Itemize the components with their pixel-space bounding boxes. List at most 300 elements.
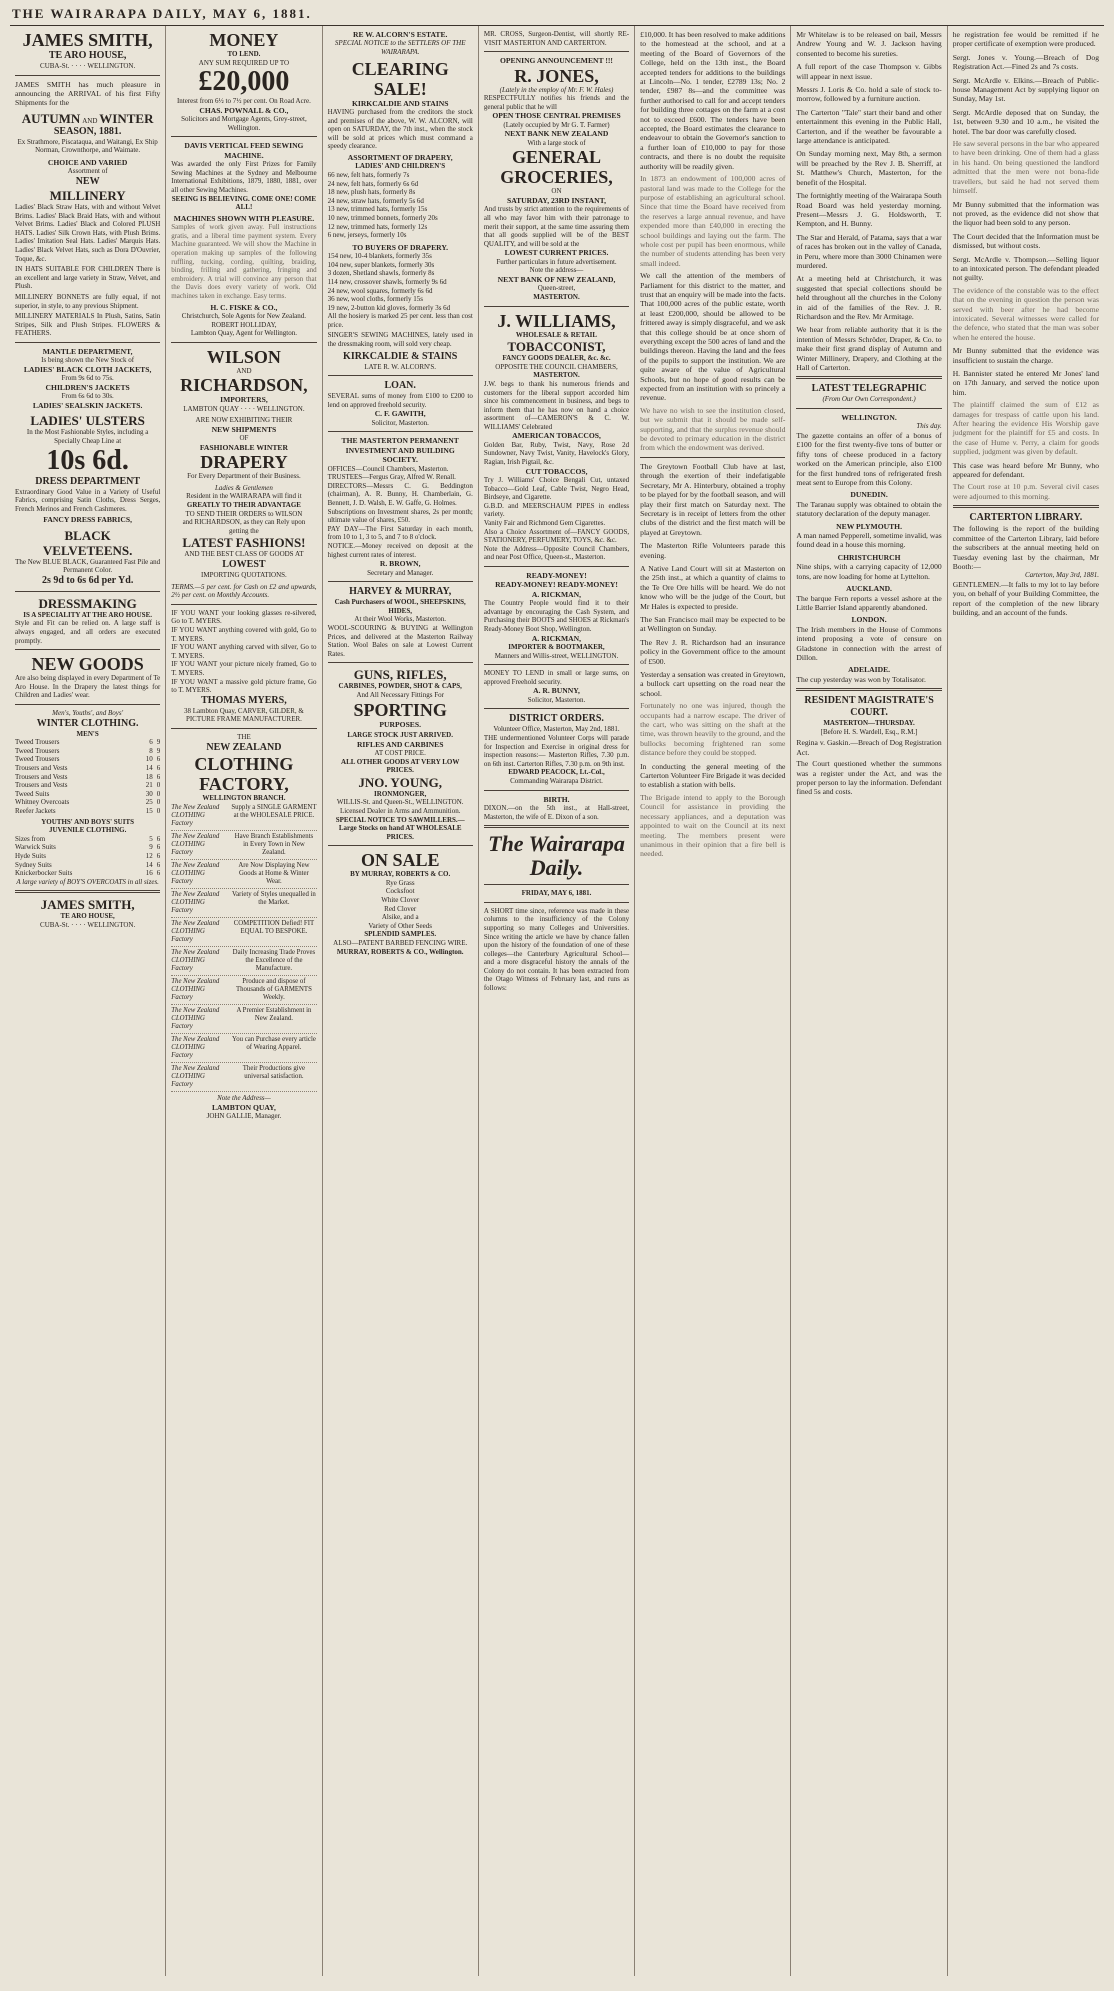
price-pence: 9 xyxy=(156,746,161,755)
col5-footer: In conducting the general meeting of the Carterton Volunteer Fire Brigade it was decided to establish a station with bells. xyxy=(640,761,786,790)
column-4 xyxy=(479,26,635,1976)
of-label: OF xyxy=(239,434,249,443)
saturday-label: SATURDAY, 23RD INSTANT, xyxy=(506,195,606,205)
guns-heading: GUNS, RIFLES, xyxy=(353,667,447,683)
millinery-heading: MILLINERY xyxy=(49,188,126,203)
price-shillings: 9 xyxy=(149,843,153,852)
myers-line: IF YOU WANT your picture nicely framed, Go to T. MYERS. xyxy=(171,660,317,677)
fiske-name: H. C. FISKE & CO., xyxy=(210,302,278,312)
price-shillings: 25 xyxy=(145,798,153,807)
col7-filler-b: The evidence of the constable was to the effect that on the evening in question the person was served with beer after he had become intoxicated. Several witnesses were called for the defence, who stated that the man was sober when he entered the house. xyxy=(952,285,1099,342)
district-heading: DISTRICT ORDERS. xyxy=(509,713,604,725)
christchurch-heading: CHRISTCHURCH xyxy=(837,552,901,562)
seed-item: Cocksfoot xyxy=(385,887,415,896)
article-filler-c: Fortunately no one was injured, though the occupants had a narrow escape. The driver of the cart, who was sitting on the shaft at the time, was thrown heavily to the ground, and the bullocks becoming frightened ran some distance before they could be stopped. xyxy=(640,701,786,758)
millinery-materials: MILLINERY MATERIALS In Plush, Satins, Satin Stripes, Silk and Plush Stripes. FLOWERS & FEATHERS. xyxy=(15,312,161,338)
price-pence: 0 xyxy=(156,798,161,807)
ready-money-2: READY-MONEY! READY-MONEY! xyxy=(495,580,618,590)
price-pence: 6 xyxy=(156,869,161,878)
sf-mail-text: The San Francisco mail may be expected to be at Wellington on Sunday. xyxy=(640,614,786,634)
williams-name: J. WILLIAMS, xyxy=(497,310,616,331)
williams-text: J.W. begs to thank his numerous friends and customers for the liberal support accorded him since his commencement in business, and begs to inform them that he has now on hand a choice assortment of—CAMERON'S & C. W. WILLIAMS' Celebrated xyxy=(483,379,630,431)
clothing-row-label: The New Zealand CLOTHING Factory xyxy=(171,862,220,886)
any-sum: ANY SUM REQUIRED UP TO xyxy=(198,58,290,67)
dressmaking-sub: IS A SPECIALITY AT THE ARO HOUSE. xyxy=(23,610,152,619)
drapery-heading: DRAPERY xyxy=(200,452,288,473)
choice-heading: CHOICE AND VARIED xyxy=(47,158,128,167)
clothing-row-label: The New Zealand CLOTHING Factory xyxy=(171,1007,220,1031)
rickman-sub: IMPORTER & BOOTMAKER, xyxy=(508,643,605,651)
murray-footer: MURRAY, ROBERTS & CO., Wellington. xyxy=(336,947,464,956)
millinery-bonnets: MILLINERY BONNETS are fully equal, if not superior, in style, to any previous Shipment. xyxy=(15,292,161,310)
resident-text: Resident in the WAIRARAPA will find it xyxy=(186,492,302,501)
mens-price-row xyxy=(15,798,160,807)
price-pence: 6 xyxy=(156,843,161,852)
davis-heading: DAVIS VERTICAL FEED SEWING MACHINE. xyxy=(184,141,304,160)
article-text-c: The Greytown Football Club have at last, through the exertion of their indefatigable Secretary, Mr A. Hinterbury, obtained a trophy to be played for by the football season, and will play their first match on Saturday next. The Secretary is in receipt of letters from the other clubs of the district and the first match will be played at Greytown. xyxy=(640,461,786,537)
price-pence: 6 xyxy=(156,755,161,764)
rifles-note: The Masterton Rifle Volunteers parade this evening. xyxy=(640,541,786,560)
mens-price-row xyxy=(15,807,160,816)
ulsters-sub: In the Most Fashionable Styles, including a Specially Cheap Line at xyxy=(26,428,149,445)
manager-label: JOHN GALLIE, Manager. xyxy=(206,1112,282,1121)
hat-item: 6 new, jerseys, formerly 10s xyxy=(327,231,407,240)
juvenile-price-row xyxy=(15,869,160,878)
firm-name: CHAS. POWNALL & CO., xyxy=(199,105,289,115)
col7-text-j: This case was heard before Mr Bunny, who appeared for defendant. xyxy=(952,460,1099,480)
auckland-heading: AUCKLAND. xyxy=(846,584,892,594)
price-shillings: 21 xyxy=(145,781,153,790)
myers-sub: 38 Lambton Quay, CARVER, GILDER, & PICTURE FRAME MANUFACTURER. xyxy=(183,706,304,724)
gbd-text: G.B.D. and MEERSCHAUM PIPES in endless variety. xyxy=(483,501,630,519)
hat-item: 66 new, felt hats, formerly 7s xyxy=(327,170,410,179)
assortment-heading: ASSORTMENT OF DRAPERY, xyxy=(347,152,453,162)
wilson-heading: WILSON xyxy=(206,346,281,367)
winter-clothing-heading: WINTER CLOTHING. xyxy=(36,717,139,729)
col7-text-g: Sergt. McArdle v. Thompson.—Selling liquor to an intoxicated person. The defendant pleaded not guilty. xyxy=(952,254,1099,283)
getting-label: getting the xyxy=(229,526,259,535)
mens-price-row xyxy=(15,738,160,747)
send-orders: TO SEND THEIR ORDERS to WILSON xyxy=(185,509,303,518)
sporting-heading: SPORTING xyxy=(353,699,447,720)
hat-item: 24 new, straw hats, formerly 5s 6d xyxy=(327,196,424,205)
col7-text-i: H. Bannister stated he entered Mr Jones' land on 17th January, and served the notice upon him. xyxy=(952,369,1099,397)
column-1 xyxy=(10,26,166,1976)
new-plymouth-heading: NEW PLYMOUTH. xyxy=(836,521,902,531)
masterton-thursday: MASTERTON—THURSDAY. xyxy=(823,719,915,728)
agents-text: Note the Address—Opposite Council Chambers, and near Post Office, Queen-st., Masterton. xyxy=(483,544,630,562)
loan-text: SEVERAL sums of money from £100 to £200 to lend on approved freehold security. xyxy=(327,392,473,409)
this-day: This day. xyxy=(916,422,942,431)
machines-heading: MACHINES SHOWN WITH PLEASURE. xyxy=(173,213,315,223)
nz-label: NEW ZEALAND xyxy=(206,741,282,753)
drapery-item: 3 dozen, Shetland shawls, formerly 8s xyxy=(327,269,435,278)
richardson-text: The Rev J. R. Richardson had an insurance policy in the Government office to the amount of £500. xyxy=(640,637,786,666)
money-heading: MONEY xyxy=(209,30,279,50)
lately-text: (Lately occupied by Mr G. T. Farmer) xyxy=(503,120,610,129)
library-sign: Carterton, May 3rd, 1881. xyxy=(1024,571,1099,580)
myers-line: IF YOU WANT your looking glasses re-silvered, Go to T. MYERS. xyxy=(171,608,317,626)
editorial-text: A SHORT time since, reference was made in these columns to the insufficiency of the Colony supporting so many Colleges and Universities. Since writing the article we have by chance fallen upon the history of the foundation of one of these colleges—the Canterbury Agricultural School—and a more disgraceful history the annals of the Colony do not contain. It has been extracted from the Otago Witness of February last, and runs as follows: xyxy=(483,906,630,993)
court-b: The Court questioned whether the summons was a register under the Act, and was the proper person to lay the information. Defendant fined 5s and costs. xyxy=(796,759,942,797)
drapery-item: 114 new, crossover shawls, formerly 9s 6d xyxy=(327,277,447,286)
address-footer: LAMBTON QUAY, xyxy=(211,1102,276,1112)
velveteens-heading: VELVETEENS. xyxy=(42,542,133,558)
accident-text: Yesterday a sensation was created in Greytown, a bullock cart upsetting on the road near the school. xyxy=(640,670,786,698)
price-item: Warwick Suits xyxy=(15,843,56,852)
advert-name: JAMES SMITH, xyxy=(22,30,153,50)
col7-filler-c: The plaintiff claimed the sum of £12 as damages for trespass of cattle upon his land. After hearing the evidence His Worship gave judgment for the plaintiff for £5 and costs. In the case of Hume v. Perry, a claim for goods supplied, judgment was given by default. xyxy=(952,400,1099,457)
juvenile-price-list xyxy=(15,835,160,878)
ladies-children: LADIES' AND CHILDREN'S xyxy=(355,162,446,171)
wool-text: WOOL-SCOURING & BUYING at Wellington Prices, and delivered at the Masterton Railway Station. Wool Bales on sale at Lowest Current Rates. xyxy=(327,623,473,658)
masthead-title: THE WAIRARAPA DAILY, MAY 6, 1881. xyxy=(12,6,312,21)
jones-sub: (Lately in the employ of Mr. F. W. Hales) xyxy=(499,85,614,94)
overcoats-note: A large variety of BOY'S OVERCOATS in all sizes. xyxy=(16,877,159,886)
hat-item: 10 new, trimmed bonnets, formerly 20s xyxy=(327,213,438,222)
clothing-row xyxy=(171,918,316,947)
clothing-row-text: Variety of Styles unequalled in the Market. xyxy=(232,891,316,907)
country-text: The Country People would find it to their advantage by encouraging the Cash System, and Purchasing their BOOTS and SHOES at Rickman's Ready-Money Boot Shop, Wellington. xyxy=(483,599,630,633)
money-lend-text: MONEY TO LEND in small or large sums, on approved Freehold security. xyxy=(483,669,630,686)
also-text: Also a Choice Assortment of—FANCY GOODS, STATIONERY, PERFUMERY, TOYS, &c. &c. xyxy=(483,527,630,545)
mens-price-row xyxy=(15,755,160,764)
clothing-row xyxy=(171,947,316,976)
drapery-list xyxy=(328,252,473,312)
young-address: WILLIS-St. and Queen-St., WELLINGTON. xyxy=(336,798,464,807)
tel-g: The cup yesterday was won by Totalisator. xyxy=(796,674,926,684)
dressmaking-text: Style and Fit can be relied on. A large staff is always engaged, and all orders are executed promptly. xyxy=(15,619,161,645)
clothing-row-text: Have Branch Establishments in Every Town in New Zealand. xyxy=(234,833,314,857)
col7-filler-d: The Court rose at 10 p.m. Several civil cases were adjourned to this morning. xyxy=(952,482,1099,501)
peacock-sub: Commanding Wairarapa District. xyxy=(510,776,603,785)
seed-item: White Clover xyxy=(381,896,420,905)
harvey-street: At their Wool Works, Masterton. xyxy=(354,615,446,624)
further-text: Further particulars in future advertisement. xyxy=(496,257,617,266)
buyers-heading: TO BUYERS OF DRAPERY. xyxy=(352,242,449,252)
pay-day-text: PAY DAY—The First Saturday in each month, from 10 to 1, 3 to 5, and 7 to 8 o'clock. xyxy=(327,524,473,542)
col7-text-h: Mr Bunny submitted that the evidence was insufficient to sustain the charge. xyxy=(952,346,1099,365)
london-heading: LONDON. xyxy=(851,615,887,625)
clothing-row-text: COMPETITION Defied! FIT EQUAL TO BESPOKE. xyxy=(233,920,315,936)
before-label: [Before H. S. Wardell, Esq., R.M.] xyxy=(820,727,918,736)
paper-banner: The Wairarapa Daily. xyxy=(488,831,625,881)
hats-list xyxy=(328,171,473,240)
col7-text-a: he registration fee would be remitted if he proper certificate of exemption were produced. xyxy=(952,30,1099,49)
price-pence: 9 xyxy=(156,738,161,747)
juvenile-label: JUVENILE CLOTHING. xyxy=(48,826,127,835)
season-b: WINTER xyxy=(99,110,154,126)
col7-text-b: Sergt. Jones v. Young.—Breach of Dog Registration Act.—Fined 2s and 7s costs. xyxy=(952,52,1099,72)
col6-text-h: At a meeting held at Christchurch, it was suggested that special collections should be held throughout all the churches in the Colony in aid of the families of the Rev. J. R. Richardson and the Rev. Mr Armitage. xyxy=(796,274,942,321)
millinery-items: Ladies' Black Straw Hats, with and without Velvet Brims. Ladies' Black Braid Hats, with and without Velvet Brims. Ladies' Black and Colored PLUSH HATS. Ladies' Silk Crown Hats, with Plush Brims. Ladies' Imitation Seal Hats. Ladies' Marquis Hats. Ladies' Black Velvet Hats, such as Dora D'Ouvrier, Toque, &c. xyxy=(15,203,161,263)
myers-advert xyxy=(171,609,316,695)
price-pence: 6 xyxy=(156,772,161,781)
mens-price-row xyxy=(15,764,160,773)
price-item: Trousers and Vests xyxy=(15,781,68,790)
advert-address: CUBA-St. · · · · WELLINGTON. xyxy=(40,62,136,70)
masterton-label: MASTERTON. xyxy=(533,292,580,301)
opening-heading: OPENING ANNOUNCEMENT !!! xyxy=(500,56,613,66)
ships-list: Ex Strathmore, Piscataqua, and Waitangi, Ex Ship Norman, Crownthorpe, and Waimate. xyxy=(17,137,158,155)
singer-text: SINGER'S SEWING MACHINES, lately used in the dressmaking room, will sold very cheap. xyxy=(327,331,473,349)
clothing-row-label: The New Zealand CLOTHING Factory xyxy=(171,804,220,828)
col6-text-i: We hear from reliable authority that it is the intention of Messrs Schröder, Draper, & Co. to make their first grand display of Autumn and Winter Millinery, Drapery, and Clothing at the Hall of Carterton. xyxy=(796,325,942,372)
price-pence: 0 xyxy=(156,781,161,790)
purposes-label: PURPOSES. xyxy=(379,719,421,729)
tel-d: Nine ships, with a carrying capacity of 12,000 tons, are now loading for home at Lyttelton. xyxy=(796,562,942,581)
tobacconist-heading: TOBACCONIST, xyxy=(507,339,606,355)
clothing-row-text: Are Now Displaying New Goods at Home & Winter Wear. xyxy=(238,862,310,886)
money-notice: NOTICE.—Money received on deposit at the highest current rates of interest. xyxy=(327,542,473,559)
vanity-text: Vanity Fair and Richmond Gem Cigarettes. xyxy=(483,519,606,528)
fiske-lambton: Lambton Quay, Agent for Wellington. xyxy=(190,329,297,338)
col7-filler-a: He saw several persons in the bar who appeared to have been drinking. One of them had a glass in his hand. On being questioned the landlord admitted that the men were not bona-fide travellers, but said he had not served them himself. xyxy=(952,139,1099,196)
cut-heading: CUT TOBACCOS, xyxy=(525,466,588,476)
mantle-heading: MANTLE DEPARTMENT, xyxy=(42,346,133,356)
sealskin-heading: LADIES' SEALSKIN JACKETS. xyxy=(32,400,143,410)
article-text-b: We call the attention of the members of Parliament for this district to the matter, and trust that an enquiry will be made into the facts. That 100,000 acres of the public estate, worth at least £200,000, should be allowed to be frittered away is simply disgraceful, and we ask that this college should be at once shorn of everything except the 500 acres of land and the buildings thereon. Having the land and the fees of the pupils to support the institution. We are quite aware of the value of Agricultural Schools, but no hope of good results can be expected from an institution with so princely a revenue. xyxy=(640,271,786,403)
price-pence: 6 xyxy=(156,860,161,869)
and-richardson: and RICHARDSON, as they can Rely upon xyxy=(182,518,306,527)
mens-price-row xyxy=(15,773,160,782)
mens-price-list xyxy=(15,738,160,815)
drapery-item: 154 new, 10-4 blankets, formerly 35s xyxy=(327,252,432,261)
velveteens-text: The New BLUE BLACK, Guaranteed Fast Pile and Permanent Color. xyxy=(15,557,161,575)
jackets-price: From 9s 6d to 75s. xyxy=(61,374,114,383)
davis-text: Was awarded the only First Prizes for Family Sewing Machines at the Sydney and Melbourne International Exhibitions, 1879, 1880, 1881, over all other Sewing Machines. xyxy=(171,160,317,194)
thomas-myers: THOMAS MYERS, xyxy=(201,694,287,706)
terms-text: TERMS.—5 per cent. for Cash on £2 and upwards, 2½ per cent. on Monthly Accounts. xyxy=(171,582,317,600)
hat-item: 12 new, trimmed hats, formerly 12s xyxy=(327,222,428,231)
article-filler-a: In 1873 an endowment of 100,000 acres of pastoral land was made to the College for the purpose of establishing an agricultural school. Since that time the Board have received from the reserves a large annual revenue, and have expended more than £40,000 in erecting the school buildings and laying out the farm. The whole cost per pupil has been enormous, while the number of students attending has been very small indeed. xyxy=(640,174,786,268)
col7-text-e: Mr Bunny submitted that the information was not proved, as the evidence did not show that the liquor had been sold to any person. xyxy=(952,199,1099,228)
interest-text: Interest from 6½ to 7½ per cent. On Road Acre. xyxy=(176,97,311,106)
harvey-heading: HARVEY & MURRAY, xyxy=(349,586,452,598)
clothing-row-text: You can Purchase every article of Wearing Apparel. xyxy=(231,1036,316,1052)
clothing-row xyxy=(171,802,316,831)
carterton-heading: CARTERTON LIBRARY. xyxy=(969,512,1083,524)
young-sub: IRONMONGER, xyxy=(374,789,427,798)
dunedin-heading: DUNEDIN. xyxy=(850,490,888,500)
library-text-b: GENTLEMEN.—It falls to my lot to lay before you, on behalf of your Building Committee, the report of the completion of the new library building, and an account of the funds. xyxy=(952,579,1099,618)
footer-name: JAMES SMITH, xyxy=(40,897,135,913)
notice-sub: SPECIAL NOTICE to the SETTLERS OF THE WAIRARAPA. xyxy=(334,39,466,56)
jones-name: R. JONES, xyxy=(514,65,599,86)
drapery-item: 104 new, super blankets, formerly 30s xyxy=(327,260,435,269)
fancy-dealer: FANCY GOODS DEALER, &c. &c. xyxy=(502,354,611,363)
loan-amount: £20,000 xyxy=(198,66,290,98)
clothing-row-label: The New Zealand CLOTHING Factory xyxy=(171,1036,220,1060)
new-goods-text: Are also being displayed in every Department of Te Aro House. In the Drapery the latest things for Children and Ladies' wear. xyxy=(15,674,161,700)
firm-sub: Solicitors and Mortgage Agents, Grey-street, Wellington. xyxy=(181,115,307,132)
season-a: AUTUMN xyxy=(21,110,81,126)
american-heading: AMERICAN TOBACCOS, xyxy=(512,431,601,441)
column-3 xyxy=(323,26,479,1976)
price-item: Tweed Trousers xyxy=(15,738,60,747)
clothing-row-label: The New Zealand CLOTHING Factory xyxy=(171,949,220,973)
ulsters-heading: LADIES' ULSTERS xyxy=(30,413,145,429)
subscriptions-text: Subscriptions on Investment shares, 2s per month; ultimate value of shares, £50. xyxy=(327,507,473,525)
season-year: SEASON, 1881. xyxy=(53,125,122,137)
ulsters-price: 10s 6d. xyxy=(46,444,129,476)
column-7 xyxy=(948,26,1104,1976)
clothing-row xyxy=(171,976,316,1005)
price-shillings: 15 xyxy=(145,806,153,815)
children-jackets: CHILDREN'S JACKETS xyxy=(45,382,130,392)
masthead xyxy=(10,6,1104,26)
best-class: AND THE BEST CLASS OF GOODS AT xyxy=(184,550,304,559)
hat-item: 13 new, trimmed hats, formerly 15s xyxy=(327,205,428,214)
every-dept: For Every Department of their Business. xyxy=(187,472,301,481)
clearing-sale: CLEARING SALE! xyxy=(351,58,449,99)
juvenile-price-row xyxy=(15,835,160,844)
clothing-row xyxy=(171,1063,316,1092)
price-item: Trousers and Vests xyxy=(15,764,68,772)
hats-children: IN HATS SUITABLE FOR CHILDREN There is an excellent and large variety in Straw, Velvet, and Plush. xyxy=(15,265,161,291)
clothing-row-text: Produce and dispose of Thousands of GARMENTS Weekly. xyxy=(235,978,312,1002)
col7-text-f: The Court decided that the Information must be dismissed, but without costs. xyxy=(952,231,1099,251)
lowest-prices: LOWEST CURRENT PRICES. xyxy=(504,248,609,258)
column-5 xyxy=(635,26,791,1976)
kirkcaldie-heading: KIRKCALDIE AND STAINS xyxy=(351,98,449,108)
seeing-text: SEEING IS BELIEVING. COME ONE! COME ALL! xyxy=(171,194,317,212)
young-name: JNO. YOUNG, xyxy=(358,774,443,790)
column-6 xyxy=(791,26,947,1976)
with-stock: With a large stock of xyxy=(527,138,586,147)
notice-head: RE W. ALCORN'S ESTATE. xyxy=(352,30,448,39)
bunny-sub: Solicitor, Masterton. xyxy=(527,695,586,704)
trustees-text: TRUSTEES—Fergus Gray, Alfred W. Renall. xyxy=(327,473,456,482)
clothing-row-text: A Premier Establishment in New Zealand. xyxy=(236,1007,312,1023)
juvenile-price-row xyxy=(15,852,160,861)
rickman-address: Manners and Willis-street, WELLINGTON. xyxy=(494,651,619,660)
resident-heading: RESIDENT MAGISTRATE'S COURT. xyxy=(804,695,934,719)
note-label: Note the address— xyxy=(529,266,584,275)
clothing-row-label: The New Zealand CLOTHING Factory xyxy=(171,1065,220,1089)
clothing-row-label: The New Zealand CLOTHING Factory xyxy=(171,920,220,944)
offices-text: OFFICES—Council Chambers, Masterton. xyxy=(327,464,449,473)
myers-line: IF YOU WANT a massive gold picture frame, Go to T. MYERS. xyxy=(171,677,317,695)
season-and: AND xyxy=(82,116,98,125)
clothing-row-text: Daily Increasing Trade Proves the Excellence of the Manufacture. xyxy=(232,949,316,973)
new-shipments: NEW SHIPMENTS xyxy=(211,424,277,434)
article-filler-d: The Brigade intend to apply to the Borough Council for assistance in providing the necessary appliances, and a deputation was appointed to wait on the Council at its next meeting. The members present were unanimous in their opinion that a fire bell is needed. xyxy=(640,792,786,859)
col7-text-d: Sergt. McArdle deposed that on Sunday, the 1st, between 9.30 and 10 a.m., he visited the hotel. The bar door was carefully closed. xyxy=(952,107,1099,136)
drapery-item: 36 new, wool cloths, formerly 15s xyxy=(327,295,423,304)
price-shillings: 8 xyxy=(149,746,153,755)
mens-price-row xyxy=(15,781,160,790)
telegraphic-heading: LATEST TELEGRAPHIC xyxy=(811,383,927,395)
clothing-row xyxy=(171,889,316,918)
fencing-label: ALSO—PATENT BARBED FENCING WIRE. xyxy=(333,939,468,948)
clothing-row xyxy=(171,860,316,889)
machines-filler: Samples of work given away. Full instructions gratis, and a liberal time payment system. Every Machine guaranteed. We will show the Machine in operation making up samples of the following ruffling, tucking, cording, quilting, braiding, binding, frilling and gathering, fringing and embroidery. A trial will convince any person that the Davis does every variety of work. Old machines taken in exchange. Easy terms. xyxy=(171,223,317,300)
price-pence: 0 xyxy=(156,806,161,815)
col6-text-f: The fortnightly meeting of the Wairarapa South Road Board was held yesterday morning. Present—Messrs J. G. Holdsworth, T. Kempton, and H. Bunny. xyxy=(796,191,942,229)
footer-house: TE ARO HOUSE, xyxy=(60,912,115,921)
richardson-heading: RICHARDSON, xyxy=(180,375,308,396)
price-item: Sydney Suits xyxy=(15,860,52,869)
open-premises: OPEN THOSE CENTRAL PREMISES xyxy=(492,111,621,121)
jones-text: RESPECTFULLY notifies his friends and the general public that he will xyxy=(483,94,630,111)
juvenile-price-row xyxy=(15,861,160,870)
hat-item: 24 new, felt hats, formerly 6s 6d xyxy=(327,179,419,188)
price-item: Whitney Overcoats xyxy=(15,798,70,807)
opposite-label: OPPOSITE THE COUNCIL CHAMBERS, xyxy=(495,362,618,371)
next-bank-2: NEXT BANK OF NEW ZEALAND, xyxy=(497,274,616,284)
brown-name: R. BROWN, xyxy=(379,559,421,569)
licensed-label: Licensed Dealer in Arms and Ammunition. xyxy=(339,806,461,815)
columns xyxy=(10,26,1104,1976)
price-shillings: 16 xyxy=(145,869,153,878)
adelaide-heading: ADELAIDE. xyxy=(848,665,891,675)
new-label: NEW xyxy=(75,176,100,187)
column-2 xyxy=(166,26,322,1976)
williams-sub: WHOLESALE & RETAIL xyxy=(515,330,598,339)
col6-text-d: The Carterton "Tale" start their band and other entertainment this evening in the Public Hall, Carterton, and if the weather be favourable a large attendance is anticipated. xyxy=(796,107,942,146)
advert-intro: JAMES SMITH has much pleasure in announcing the ARRIVAL of his first Fifty Shipments for the xyxy=(15,79,161,108)
on-sale-by: BY MURRAY, ROBERTS & CO. xyxy=(350,870,451,879)
volunteer-text: THE undermentioned Volunteer Corps will parade for Inspection and Exercise in original dress for inspection reasons:— Masterton Rifles, 7.30 p.m. on 6th inst. Carterton Rifles, 7.30 p.m. on 9th inst. xyxy=(483,733,630,768)
youths-label: YOUTHS' AND BOYS' SUITS xyxy=(41,817,135,826)
article-text-a: £10,000. It has been resolved to make additions to the homestead at the school, and at a meeting of the Board of Governors of the College, held on the 13th inst., the Board accepted tenders for additions to the buildings at Lincoln—No. 1 tender, £2789 13s; No. 2 tender, £987 8s—and the committee was further authorised to call for and accept tenders for building three cottages on the farm at a cost not to exceed £600. The tenders have been accepted, the Board estimates the clearance to endeavour to obtain the Governor's sanction to a further loan of £10,000 to pay for those contracts, and there is no doubt the requisite authority will be readily given. xyxy=(640,30,786,171)
fashionable-label: FASHIONABLE WINTER xyxy=(199,442,288,452)
necessary-label: And All Necessary Fittings For xyxy=(356,690,444,699)
price-pence: 0 xyxy=(156,789,161,798)
court-a: Regina v. Gaskin.—Breach of Dog Registration Act. xyxy=(796,738,942,757)
seed-item: Variety of Other Seeds xyxy=(368,921,432,930)
seed-item: Red Clover xyxy=(384,904,417,913)
myers-line: IF YOU WANT anything carved with silver, Go to T. MYERS. xyxy=(171,643,317,660)
drapery-item: 24 new, wool squares, formerly 6s 6d xyxy=(327,286,433,295)
receipt-label: ARE NOW EXHIBITING THEIR xyxy=(195,416,293,425)
price-shillings: 10 xyxy=(145,755,153,764)
price-pence: 6 xyxy=(156,834,161,843)
clothing-row-label: The New Zealand CLOTHING Factory xyxy=(171,891,220,915)
clothing-factory-list xyxy=(171,802,316,1092)
directors-text: DIRECTORS—Messrs C. G. Beddington (chairman), A. R. Bunny, H. Chamberlain, G. Bennett, J. D. Walsh, E. W. Gaffe, G. Holmes. xyxy=(327,481,473,508)
rifles-label: RIFLES AND CARBINES xyxy=(356,739,444,749)
lowest-label: LOWEST xyxy=(222,559,266,571)
to-lend: TO LEND. xyxy=(227,50,261,58)
jackets-heading: LADIES' BLACK CLOTH JACKETS, xyxy=(23,364,152,374)
masterton-label-2: MASTERTON. xyxy=(533,371,580,380)
cartridges-label: CARBINES, POWDER, SHOT & CAPS, xyxy=(338,682,462,691)
col6-text-e: On Sunday morning next, May 8th, a sermon will be preached by the Rev J. B. Sherriff, at St. Matthew's Church, Masterton, for the benefit of the Hospital. xyxy=(796,149,942,187)
tel-b: The Taranau supply was obtained to obtain the statutory declaration of the deputy manager. xyxy=(796,499,942,519)
tel-f: The Irish members in the House of Commons intend proposing a vote of censure on Gladstone in connection with the arrest of Dillon. xyxy=(796,624,942,662)
jones-body: And trusts by strict attention to the requirements of all who may favor him with their patronage to merit their support, at the same time assuring them that all goods supplied will be of the BEST QUALITY, and will be sold at the xyxy=(483,205,630,248)
mens-label: MEN'S xyxy=(76,729,99,738)
article-filler-b: We have no wish to see the institution closed, but we submit that it should be made self-supporting, and that the surplus revenue should be devoted to primary education in the district from which the endowment was derived. xyxy=(640,405,786,453)
dressmaking-heading: DRESSMAKING xyxy=(38,595,137,611)
settlers-note: SPECIAL NOTICE TO SAWMILLERS.—Large Stocks on hand AT WHOLESALE PRICES. xyxy=(335,815,465,841)
rickman-name-2: A. RICKMAN, xyxy=(531,633,582,643)
kirk-footer-sub: LATE R. W. ALCORN'S. xyxy=(364,362,437,371)
wellington-heading: WELLINGTON. xyxy=(841,413,897,422)
price-shillings: 14 xyxy=(145,764,153,772)
clothing-row-label: The New Zealand CLOTHING Factory xyxy=(171,978,220,1002)
boys-label: Men's, Youths', and Boys' xyxy=(52,709,124,718)
on-sale-heading: ON SALE xyxy=(360,850,440,871)
paper-date: FRIDAY, MAY 6, 1881. xyxy=(521,889,592,898)
mantle-text: Is being shown the New Stock of xyxy=(41,356,135,365)
tel-c: A man named Pepperell, sometime invalid, was found dead in a house this morning. xyxy=(796,531,942,550)
ladies-gents: Ladies & Gentlemen xyxy=(214,483,273,492)
seed-item: Alsike, and a xyxy=(381,913,419,922)
groceries-heading: GROCERIES, xyxy=(500,167,613,188)
